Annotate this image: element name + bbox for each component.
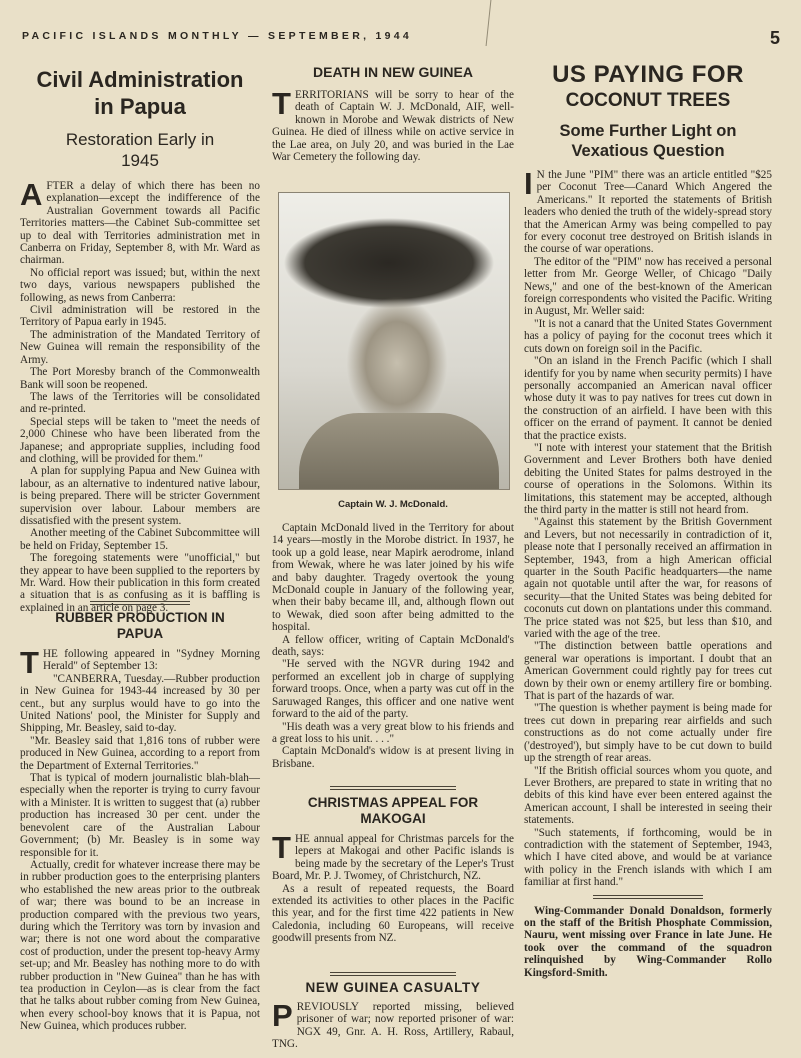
paragraph: Actually, credit for whatever increase there may be in rubber production goes to the enterprising planters who established the new areas prior to the outbreak of war; there was bound to be an increase in production compared with the previous two years, during which the Territory was torn by invasion and war; there is not one word about the comparative cost of production, under the present top-heavy Army set-up; and Mr. Beasley has nothing more to do with rubber production in "New Guinea" than he has with tea production in Ceylon—as is clear from the fact that he talks about rubber coming from New Guinea, when every school-boy knows that it is Papua, not New Guinea, which produces rubber.: [20, 858, 260, 1033]
paragraph: [272, 998, 514, 1051]
paragraph: "His death was a very great blow to his friends and a great loss to his unit. . . .": [272, 720, 514, 745]
news-brief: Wing-Commander Donald Donaldson, formerly on the staff of the British Phosphate Commission, Nauru, went missing over France in late June. He took over the command of the squadron relinquished by Wing-Commander Rollo Kingsford-Smith.: [524, 904, 772, 979]
drop-cap: T: [272, 86, 291, 121]
article-subheadline: [20, 129, 260, 171]
section-divider: [330, 786, 456, 790]
us-paying-article: [524, 62, 772, 979]
headline-line: PAPUA: [116, 626, 164, 641]
paragraph-text: FTER a delay of which there has been no explanation—except the indifference of the Australian Government towards all Pacific Territories matters—the Cabinet Sub-committee set up to deal with Territories administration met in Canberra on Friday, September 8, with Mr. Ward as chairman.: [20, 180, 260, 267]
paragraph-text: HE following appeared in "Sydney Morning Herald" of September 13:: [42, 648, 260, 673]
headline-line: Civil Administration: [36, 67, 244, 92]
paragraph: [524, 166, 772, 256]
subheadline-line: Some Further Light on: [559, 122, 737, 140]
article-headline: [20, 610, 260, 642]
photo-caption: Captain W. J. McDonald.: [338, 499, 448, 510]
running-head: PACIFIC ISLANDS MONTHLY — SEPTEMBER, 1944: [22, 30, 413, 42]
article-body: [272, 998, 514, 1051]
paragraph-text: N the June "PIM" there was an article entitled "$25 per Coconut Tree—Canard Which Angered the Americans." It reported the statements of British leaders who denied the truth of the widely-spread story that the American Army was being compelled to pay for every coconut tree destroyed on British islands in the course of war operations.: [524, 169, 772, 256]
paragraph: That is typical of modern journalistic blah-blah—especially when the reporter is trying to curry favour with a Minister. It is written to suggest that (a) rubber production has increased 30 per cent. under the benevolent care of the Australian Labour Government; (b) Mr. Beasley is in some way responsible for it.: [20, 772, 260, 859]
page-number: 5: [770, 28, 781, 48]
drop-cap: T: [272, 830, 291, 865]
drop-cap: T: [20, 645, 39, 680]
paragraph: The foregoing statements were "unofficial," but they appear to have been supplied to the reporters by Mr. Ward. How their publication in this form created a situation that is as confusing as it is baffling is explained in an article on page 3.: [20, 552, 260, 614]
rubber-production-article: [20, 610, 260, 1033]
article-intro: [272, 86, 514, 164]
paragraph: "Against this statement by the British Government and Levers, but not necessarily in contradiction of it, please note that I personally received an affirmation in September, 1943, from a high American official quarter in the South Pacific headquarters—the name again not quotable until after the war, for reasons of security—that the United States was being debited for coconuts cut down on plantations under this command. The price stated was not $25, but less than $10, and varied with the age of the tree.: [524, 516, 772, 641]
paragraph-text: ERRITORIANS will be sorry to hear of the death of Captain W. J. McDonald, AIF, well-known in Morobe and Wewak districts of New Guinea. He died of illness while on active service in the Lae area, on July 20, and was buried in the Lae War Cemetery the following day.: [272, 89, 514, 164]
paragraph: "It is not a canard that the United States Government has a policy of paying for the coconut trees which it cuts down on foreign soil in the Pacific.: [524, 317, 772, 355]
paragraph: "If the British official sources whom you quote, and Lever Brothers, are prepared to state in writing that no debits of this kind have ever been entered against the American account, I shall be interested in seeing their statements.: [524, 764, 772, 827]
paragraph: Civil administration will be restored in the Territory of Papua early in 1945.: [20, 304, 260, 329]
paragraph: [20, 177, 260, 267]
article-body: [20, 177, 260, 614]
paragraph: "Such statements, if forthcoming, would be in contradiction with the statement of September, 1943, which I have cited above, and would be at variance with policy in the French islands with which I am familiar at first hand.": [524, 826, 772, 889]
christmas-appeal-article: [272, 795, 514, 945]
section-divider: [593, 895, 703, 899]
headline-line: US PAYING FOR: [552, 61, 744, 88]
paragraph: A fellow officer, writing of Captain McDonald's death, says:: [272, 633, 514, 659]
paragraph: "I note with interest your statement that the British Government and Lever Brothers both have denied debiting the United States for palms destroyed in the course of operations in the Solomons. Within its limitations, this statement may be accepted, although the third party in the matter is still not heard from.: [524, 441, 772, 516]
new-guinea-casualty-article: [272, 980, 514, 1051]
paragraph: Another meeting of the Cabinet Subcommittee will be held on Friday, September 15.: [20, 527, 260, 552]
headline-line: COCONUT TREES: [565, 90, 731, 111]
article-body: [272, 830, 514, 945]
drop-cap: P: [272, 998, 293, 1033]
article-subheadline: [524, 121, 772, 161]
portrait-uniform: [299, 413, 499, 490]
article-headline: NEW GUINEA CASUALTY: [305, 980, 481, 995]
article-headline: DEATH IN NEW GUINEA: [313, 64, 473, 80]
headline-line: MAKOGAI: [360, 811, 426, 826]
article-headline: [20, 66, 260, 120]
paragraph: [20, 645, 260, 680]
drop-cap: I: [524, 166, 533, 201]
paragraph: The Port Moresby branch of the Commonwealth Bank will soon be reopened.: [20, 366, 260, 391]
article-headline: [524, 62, 772, 114]
subheadline-line: Vexatious Question: [571, 142, 725, 160]
paragraph: Captain McDonald lived in the Territory for about 14 years—mostly in the Morobe district. In 1937, he took up a gold lease, near Mapirk aerodrome, inland from Wewak, where he was later joined by his wife and baby daughter. Tragedy overtook the young McDonald couple in January of the following year, when their baby became ill, and, although flown out to Wewak, died soon after being admitted to the hospital.: [272, 522, 514, 634]
headline-line: RUBBER PRODUCTION IN: [55, 610, 225, 625]
paragraph: The laws of the Territories will be consolidated and re-printed.: [20, 390, 260, 416]
paragraph: "The question is whether payment is being made for trees cut down in preparing rear airfields and such constructions as do not come actually under fire ('destroyed'), but simply have to be cut down to build up the strength of rear areas.: [524, 702, 772, 765]
article-body: [524, 166, 772, 889]
section-divider: [90, 601, 190, 605]
civil-administration-article: [20, 66, 260, 614]
drop-cap: A: [20, 177, 43, 212]
paragraph: "He served with the NGVR during 1942 and performed an excellent job in charge of supplying forward troops. Once, when a party was cut off in the Saruwaged Ranges, this officer and one native went forward to the aid of the party.: [272, 658, 514, 721]
paragraph: "CANBERRA, Tuesday.—Rubber production in New Guinea for 1943-44 increased by 30 per cent., but any surplus would have to go into the United Nations' pool, the Minister for Supply and Shipping, Mr. Beasley, said to-day.: [20, 672, 260, 735]
headline-line: CHRISTMAS APPEAL FOR: [307, 795, 479, 810]
paragraph: [272, 86, 514, 164]
subheadline-line: 1945: [121, 151, 159, 170]
paragraph: "Mr. Beasley said that 1,816 tons of rubber were produced in New Guinea, according to a report from the Department of External Territories.": [20, 734, 260, 772]
article-body: [20, 645, 260, 1033]
paragraph: The administration of the Mandated Territory of New Guinea will remain the responsibility of the Army.: [20, 328, 260, 366]
death-in-new-guinea-article: [272, 64, 514, 163]
subheadline-line: Restoration Early in: [65, 130, 215, 149]
paragraph: [272, 830, 514, 883]
paragraph: As a result of repeated requests, the Board extended its activities to other places in the Pacific this year, and for the first time 422 patients in New Caledonia, including 60 Europeans, will receive goodwill presents from NZ.: [272, 882, 514, 945]
paragraph: A plan for supplying Papua and New Guinea with labour, as an alternative to indentured native labour, is being prepared. There will be stricter Government supervision over labour. Labour members are dissatisfied with the present system.: [20, 465, 260, 527]
ink-mark: [486, 0, 506, 46]
paragraph: Special steps will be taken to "meet the needs of 2,000 Chinese who have been liberated from the Japanese; and appropriate supplies, including food and clothing, will be provided for them.": [20, 415, 260, 465]
article-headline: [272, 795, 514, 827]
section-divider: [330, 972, 456, 976]
paragraph: No official report was issued; but, within the next two days, various newspapers published the following, as news from Canberra:: [20, 266, 260, 304]
paragraph-text: REVIOUSLY reported missing, believed prisoner of war; now reported prisoner of war: NGX 49, Gnr. A. H. Ross, Artillery, Rabaul, TNG.: [272, 1001, 514, 1051]
paragraph-text: HE annual appeal for Christmas parcels for the lepers at Makogai and other Pacific islands is being made by the secretary of the Leper's Trust Board, Mr. P. J. Twomey, of Christchurch, NZ.: [272, 833, 514, 883]
paragraph: The editor of the "PIM" now has received a personal letter from Mr. George Weller, of Chicago "Daily News," and one of the best-known of the American foreign correspondents who visited the Pacific. Writing in August, Mr. Weller said:: [524, 255, 772, 318]
death-article-continued: [272, 522, 514, 770]
paragraph: "On an island in the French Pacific (which I shall identify for you by name when security permits) I have personally accompanied an American naval officer whose duty it was to pay natives for trees cut down in the construction of an airfield. I have been with this officer on the errand of payment. It cannot be denied that the practice exists.: [524, 355, 772, 442]
paragraph: "The distinction between battle operations and general war operations is important. I doubt that an American Government could rightly pay for trees cut down by their own or enemy artillery fire or bombing. That is part of the hazards of war.: [524, 640, 772, 703]
paragraph: Captain McDonald's widow is at present living in Brisbane.: [272, 745, 514, 770]
portrait-photo: [278, 192, 510, 490]
headline-line: in Papua: [94, 94, 186, 119]
